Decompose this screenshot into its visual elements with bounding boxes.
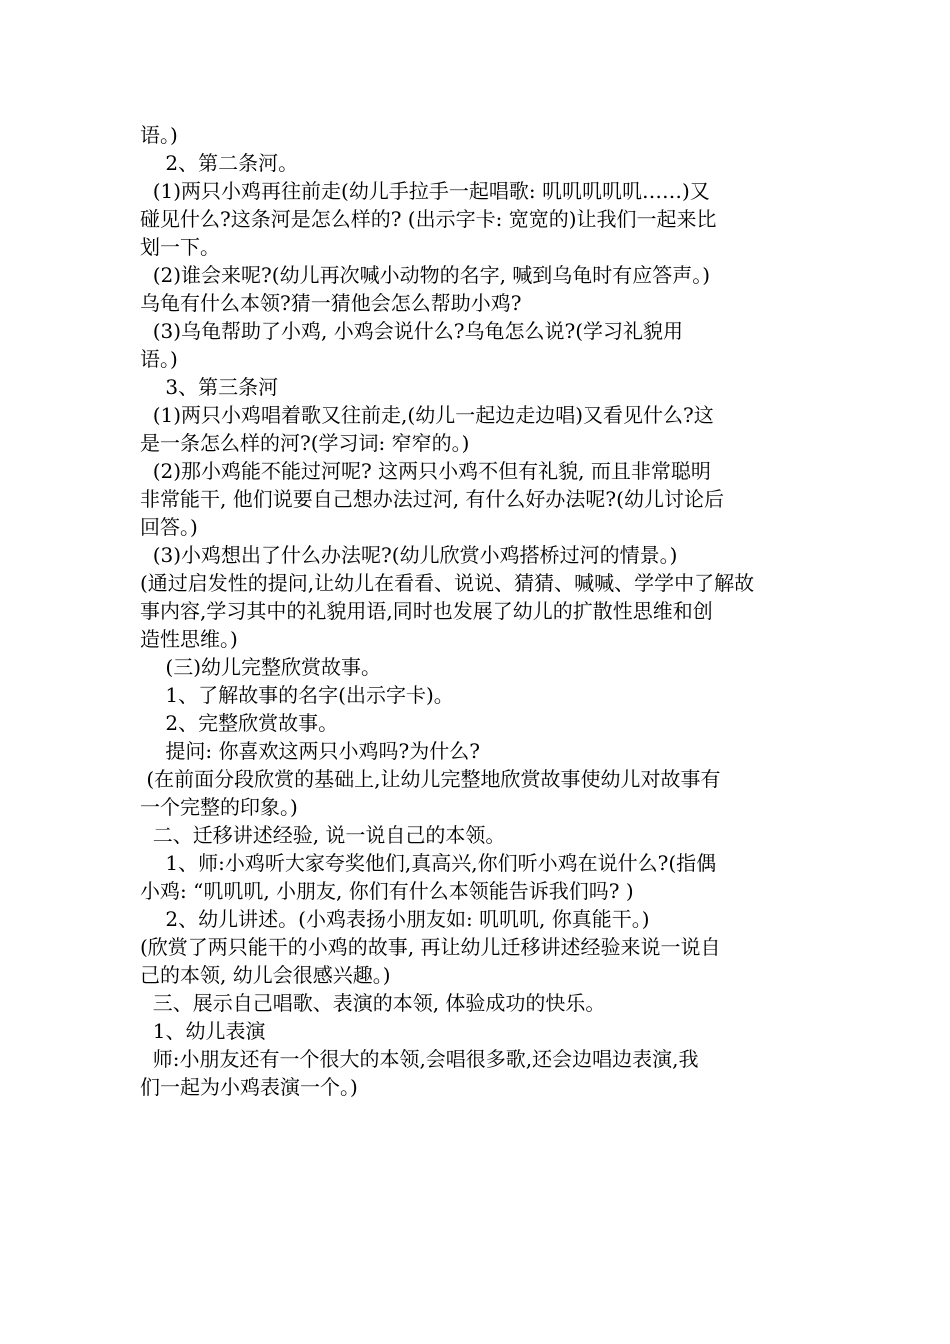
text-line-13: (2)那小鸡能不能过河呢? 这两只小鸡不但有礼貌, 而且非常聪明 (140, 459, 711, 483)
text-line-3: (1)两只小鸡再往前走(幼儿手拉手一起唱歌: 叽叽叽叽叽……)又 (140, 179, 710, 203)
text-line-18: 事内容,学习其中的礼貌用语,同时也发展了幼儿的扩散性思维和创 (140, 599, 713, 623)
text-line-22: 2、完整欣赏故事。 (140, 711, 339, 735)
text-line-21: 1、了解故事的名字(出示字卡)。 (140, 683, 454, 707)
text-line-7: 乌龟有什么本领?猜一猜他会怎么帮助小鸡? (140, 291, 522, 315)
text-line-27: 1、师:小鸡听大家夸奖他们,真高兴,你们听小鸡在说什么?(指偶 (140, 851, 717, 875)
text-line-6: (2)谁会来呢?(幼儿再次喊小动物的名字, 喊到乌龟时有应答声。) (140, 263, 711, 287)
text-line-28: 小鸡: “叽叽叽, 小朋友, 你们有什么本领能告诉我们吗? ) (140, 879, 634, 903)
text-line-20: (三)幼儿完整欣赏故事。 (140, 655, 382, 679)
text-line-31: 己的本领, 幼儿会很感兴趣。) (140, 963, 391, 987)
text-line-23: 提问: 你喜欢这两只小鸡吗?为什么? (140, 739, 480, 763)
text-line-34: 师:小朋友还有一个很大的本领,会唱很多歌,还会边唱边表演,我 (140, 1047, 699, 1071)
text-line-11: (1)两只小鸡唱着歌又往前走,(幼儿一起边走边唱)又看见什么?这 (140, 403, 714, 427)
text-line-1: 语。) (140, 123, 178, 147)
text-line-12: 是一条怎么样的河?(学习词: 窄窄的。) (140, 431, 470, 455)
text-line-30: (欣赏了两只能干的小鸡的故事, 再让幼儿迁移讲述经验来说一说自 (140, 935, 721, 959)
text-line-4: 碰见什么?这条河是怎么样的? (出示字卡: 宽宽的)让我们一起来比 (140, 207, 717, 231)
text-line-35: 们一起为小鸡表演一个。) (140, 1075, 358, 1099)
text-line-29: 2、幼儿讲述。(小鸡表扬小朋友如: 叽叽叽, 你真能干。) (140, 907, 650, 931)
text-line-8: (3)乌龟帮助了小鸡, 小鸡会说什么?乌龟怎么说?(学习礼貌用 (140, 319, 684, 343)
text-line-15: 回答。) (140, 515, 198, 539)
text-line-24: (在前面分段欣赏的基础上,让幼儿完整地欣赏故事使幼儿对故事有 (140, 767, 721, 791)
text-line-5: 划一下。 (140, 235, 220, 259)
text-line-9: 语。) (140, 347, 178, 371)
text-line-32: 三、展示自己唱歌、表演的本领, 体验成功的快乐。 (140, 991, 606, 1015)
text-line-10: 3、第三条河 (140, 375, 279, 399)
text-line-25: 一个完整的印象。) (140, 795, 298, 819)
text-line-2: 2、第二条河。 (140, 151, 299, 175)
text-line-16: (3)小鸡想出了什么办法呢?(幼儿欣赏小鸡搭桥过河的情景。) (140, 543, 678, 567)
text-line-26: 二、迁移讲述经验, 说一说自己的本领。 (140, 823, 506, 847)
text-line-33: 1、幼儿表演 (140, 1019, 266, 1043)
text-line-17: (通过启发性的提问,让幼儿在看看、说说、猜猜、喊喊、学学中了解故 (140, 571, 755, 595)
text-line-19: 造性思维。) (140, 627, 238, 651)
text-line-14: 非常能干, 他们说要自己想办法过河, 有什么好办法呢?(幼儿讨论后 (140, 487, 724, 511)
